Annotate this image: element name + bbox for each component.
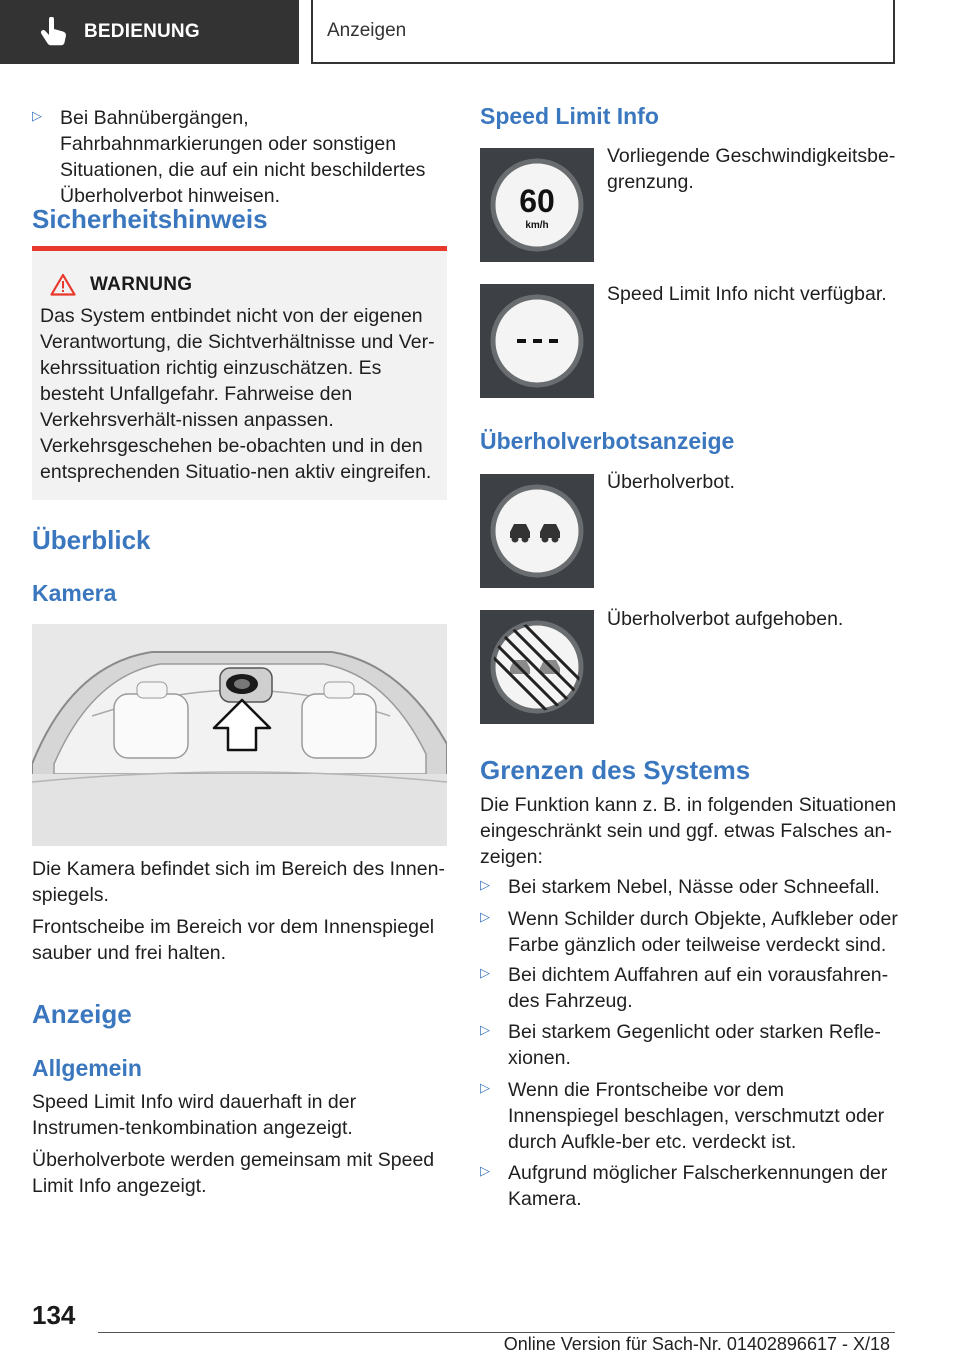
bullet-triangle-icon: ▷ <box>480 1163 490 1178</box>
bullet-triangle-icon: ▷ <box>480 1080 490 1095</box>
camera-text-2: Frontscheibe im Bereich vor dem Innenspiegel sauber und frei halten. <box>32 916 435 964</box>
no-passing-sign <box>480 474 594 588</box>
section-tab <box>0 0 299 64</box>
warning-text: Das System entbindet nicht von der eigenen Verantwortung, die Sichtverhältnisse und Ver-kehrssituation richtig einzuschätzen. Es besteht Unfallgefahr. Fahrweise den Verkehrsverhält-nissen anpassen. Verkehrsgeschehen be-obachten und in den entsprechenden Situatio-nen aktiv eingreifen. <box>40 305 435 483</box>
overview-heading: Überblick <box>32 525 151 555</box>
no-passing-end-icon <box>480 610 594 724</box>
page-tab <box>311 0 895 64</box>
sign3-text: Überholverbot. <box>607 471 735 493</box>
bullet-triangle-icon: ▷ <box>480 1022 490 1037</box>
limits-heading: Grenzen des Systems <box>480 755 751 785</box>
bullet-triangle-icon: ▷ <box>480 965 490 980</box>
limits-bullet <box>480 1019 900 1071</box>
speed-limit-sign-icon <box>480 148 594 262</box>
speed-limit-unavailable-icon <box>480 284 594 398</box>
limits-bullet-text: Aufgrund möglicher Falscherkennungen der Kamera. <box>508 1162 888 1210</box>
warning-box <box>32 246 447 500</box>
warning-triangle-icon <box>50 273 76 296</box>
camera-heading: Kamera <box>32 580 117 606</box>
sign4-text: Überholverbot aufgehoben. <box>607 608 844 630</box>
no-passing-end-sign <box>480 610 594 724</box>
page-number: 134 <box>32 1300 76 1330</box>
warning-label: WARNUNG <box>90 273 193 295</box>
speed-value: 60 <box>519 183 555 219</box>
camera-text-1: Die Kamera befindet sich im Bereich des Innen-spiegels. <box>32 858 445 906</box>
limits-intro: Die Funktion kann z. B. in folgenden Situationen eingeschränkt sein und ggf. etwas Falsches an-zeigen: <box>480 794 897 868</box>
general-text-1: Speed Limit Info wird dauerhaft in der Instrumen-tenkombination angezeigt. <box>32 1091 357 1139</box>
limits-bullet-text: Wenn Schilder durch Objekte, Aufkleber oder Farbe gänzlich oder teilweise verdeckt sind. <box>508 908 898 956</box>
limits-bullet <box>480 906 900 958</box>
general-heading: Allgemein <box>32 1055 142 1081</box>
bullet-triangle-icon: ▷ <box>480 909 490 924</box>
limits-bullet-text: Wenn die Frontscheibe vor dem Innenspiegel beschlagen, verschmutzt oder durch Aufkle-ber etc. verdeckt ist. <box>508 1079 885 1153</box>
limits-bullet <box>480 874 900 900</box>
limits-bullet-text: Bei starkem Nebel, Nässe oder Schneefall. <box>508 876 880 898</box>
limits-bullet <box>480 1160 900 1212</box>
bullet-triangle-icon: ▷ <box>480 877 490 892</box>
sign2-text: Speed Limit Info nicht verfügbar. <box>607 283 887 305</box>
online-version-note: Online Version für Sach-Nr. 01402896617 - X/18 <box>503 1334 890 1354</box>
camera-illustration <box>32 624 447 846</box>
intro-bullet <box>32 105 450 209</box>
limits-bullet <box>480 1077 900 1155</box>
car-interior-drawing <box>32 624 447 846</box>
no-passing-icon <box>480 474 594 588</box>
speed-limit-info-heading: Speed Limit Info <box>480 103 659 129</box>
display-heading: Anzeige <box>32 999 132 1029</box>
limits-bullet <box>480 962 900 1014</box>
no-passing-heading: Überholverbotsanzeige <box>480 428 735 454</box>
limits-bullet-text: Bei dichtem Auffahren auf ein vorausfahren-des Fahrzeug. <box>508 964 889 1012</box>
bullet-triangle-icon: ▷ <box>32 108 42 123</box>
speed-unit: km/h <box>525 220 549 231</box>
footer-divider <box>98 1332 895 1333</box>
sign1-text: Vorliegende Geschwindigkeitsbe-grenzung. <box>607 145 896 193</box>
page-tab-label: Anzeigen <box>327 20 407 41</box>
speed-limit-60-sign <box>480 148 594 262</box>
speed-limit-unavailable-sign <box>480 284 594 398</box>
intro-bullet-text: Bei Bahnübergängen, Fahrbahnmarkierungen oder sonstigen Situationen, die auf ein nicht beschildertes Überholverbot hinweisen. <box>60 107 426 207</box>
hand-pointer-icon <box>40 17 68 47</box>
general-text-2: Überholverbote werden gemeinsam mit Speed Limit Info angezeigt. <box>32 1149 435 1197</box>
section-tab-label: BEDIENUNG <box>84 21 200 42</box>
limits-bullet-text: Bei starkem Gegenlicht oder starken Refle-xionen. <box>508 1021 881 1069</box>
safety-heading: Sicherheitshinweis <box>32 204 268 234</box>
